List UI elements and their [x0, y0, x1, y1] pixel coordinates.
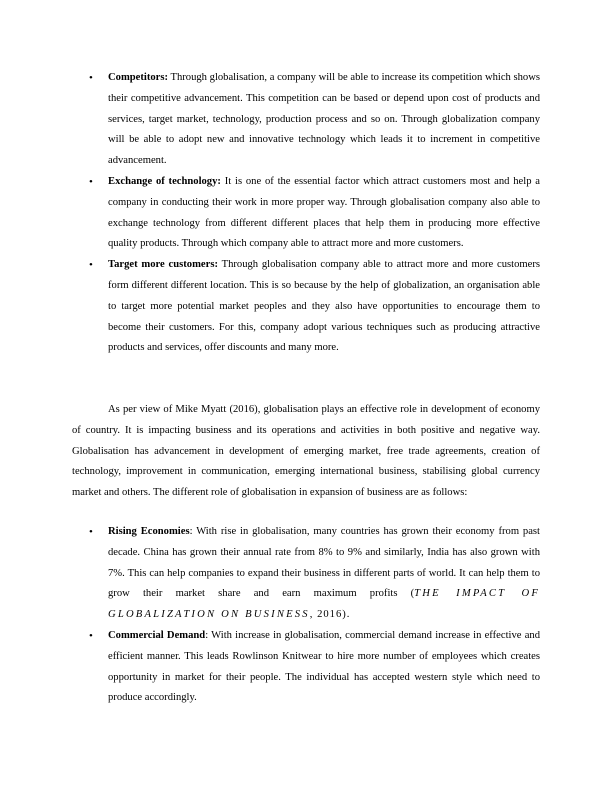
item-text: : With increase in globalisation, commercial demand increase in effective and efficient manner. This leads Rowlinson Knitwear to hire more number of employees which creates opportunity in market for their people. The individual has accepted western style which need to produce accordingly. [108, 629, 540, 704]
bullet-icon: • [89, 72, 93, 84]
citation-title: THE IMPACT OF GLOBALIZATION ON BUSINESS [108, 588, 540, 621]
list-item [89, 68, 540, 172]
bullet-icon: • [89, 175, 93, 188]
bullet-icon: • [89, 629, 93, 642]
globalisation-roles-list [89, 522, 540, 709]
item-term: Commercial Demand [108, 629, 206, 641]
list-item [89, 522, 540, 626]
bullet-icon: • [89, 259, 93, 272]
item-term: Target more customers: [108, 259, 218, 271]
item-term: Competitors: [108, 72, 169, 83]
item-term: Rising Economies [108, 526, 190, 537]
list-item [89, 255, 541, 359]
item-text: Through globalisation company able to attract more and more customers form different different location. This is so because by the help of globalization, an organisation able to target more potential market peoples and they also have opportunities to encourage them to become their customers. For this, company adopt various techniques such as producing attractive products and services, offer discounts and many more. [108, 259, 541, 354]
item-text: It is one of the essential factor which attract customers most and help a company in conducting their work in more proper way. Through globalisation company also able to exchange technology from different different places that help them in producing more effective quality products. Through which company able to attract more and more customers. [108, 175, 540, 250]
body-paragraph: As per view of Mike Myatt (2016), globalisation plays an effective role in development of economy of country. It is impacting business and its operations and activities in both positive and negative way. Globalisation has advancement in development of emerging market, free trade agreements, creation of technology, improvement in communication, emerging international business, stabilising global currency market and others. The different role of globalisation in expansion of business are as follows: [72, 404, 540, 499]
list-item [89, 626, 540, 709]
globalisation-benefits-list [89, 68, 541, 359]
item-text: : With rise in globalisation, many countries has grown their economy from past decade. China has grown their annual rate from 8% to 9% and similarly, India has also grown with 7%. This can help companies to expand their business in different parts of world. It can help them to grow their market share and earn maximum profits ( [108, 526, 540, 600]
bullet-icon: • [89, 526, 93, 538]
list-item [89, 172, 540, 255]
citation-year: , 2016). [309, 609, 351, 621]
item-term: Exchange of technology: [108, 175, 221, 187]
item-text: Through globalisation, a company will be able to increase its competition which shows their competitive advancement. This competition can be based or depend upon cost of products and services, target market, technology, production process and so on. Through globalization company will be able to adopt new and innovative technology which leads it to increment in competitive advancement. [108, 72, 540, 167]
